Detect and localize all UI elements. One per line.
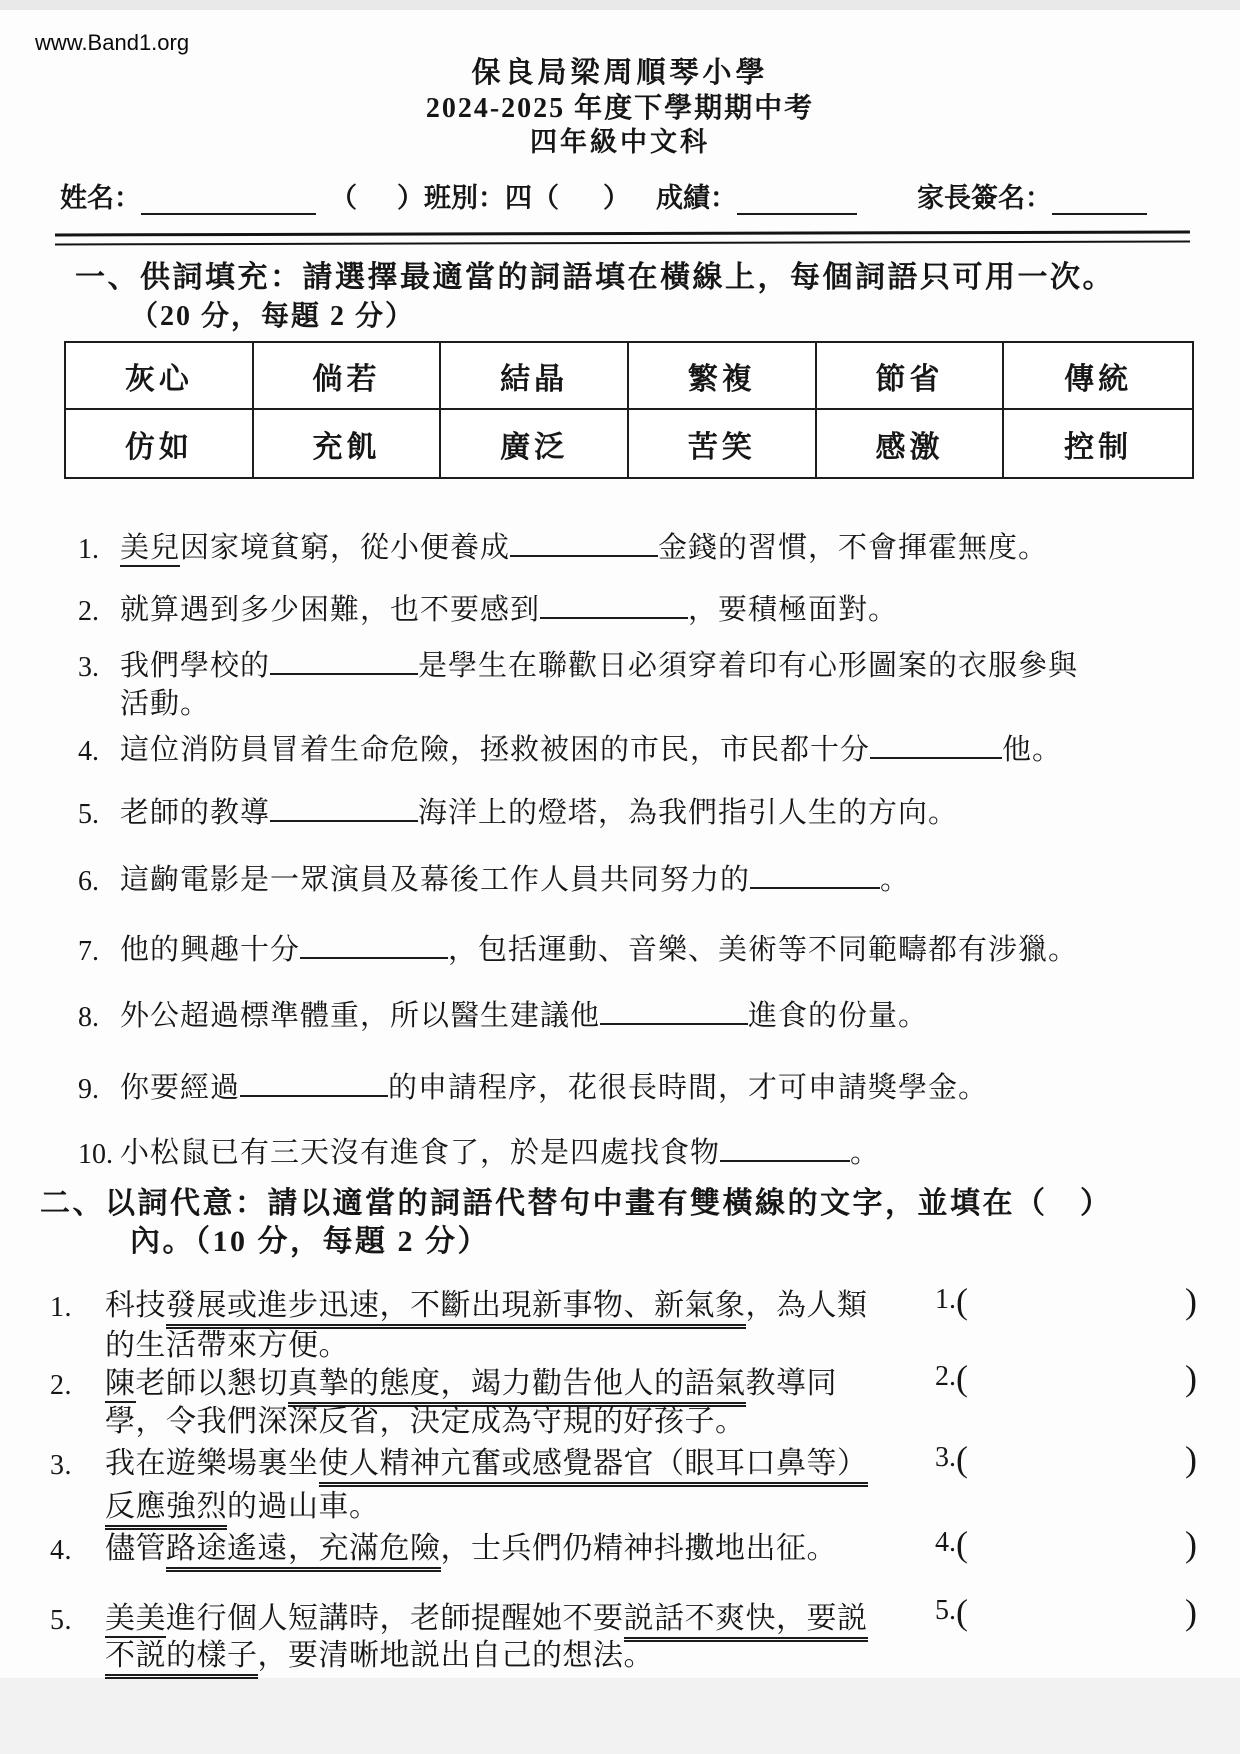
answer-blank[interactable] — [600, 991, 748, 1025]
text-segment: ，為人類 — [745, 1289, 868, 1322]
double-underlined-phrase: 説話不爽快，要説 — [624, 1602, 868, 1642]
class-paren-open: （ — [330, 183, 357, 213]
open-paren: ( — [956, 1524, 968, 1564]
scan-edge-bottom — [0, 1678, 1240, 1754]
question-text: 。 — [880, 864, 911, 896]
word-bank-cell: 控制 — [1064, 430, 1133, 464]
word-bank-cell: 廣泛 — [441, 410, 629, 477]
word-bank-cell: 結晶 — [441, 343, 629, 410]
question-number: 1. — [78, 534, 99, 565]
class-paren-close: ） — [397, 183, 424, 213]
answer-blank[interactable] — [270, 641, 418, 675]
s2-question-1 — [50, 1280, 868, 1324]
underlined-name: 美兒 — [120, 532, 180, 567]
answer-number: 2. — [935, 1361, 956, 1392]
question-text — [105, 1438, 868, 1482]
s1-question-7 — [78, 925, 1078, 968]
s1-question-2 — [78, 585, 898, 628]
s1-question-3 — [78, 641, 1078, 684]
close-paren: ) — [1185, 1281, 1197, 1321]
text-segment: 儘管 — [105, 1532, 166, 1565]
word-bank-cell: 感激 — [817, 410, 1005, 477]
question-text: 外公超過標準體重，所以醫生建議他 — [120, 1000, 601, 1032]
answer-blank[interactable] — [750, 855, 880, 889]
answer-number: 3. — [935, 1442, 956, 1473]
question-text: 他的興趣十分 — [120, 934, 301, 966]
exam-session-title: 2024-2025 年度下學期期中考 — [425, 93, 815, 124]
answer-slot-1[interactable] — [935, 1281, 1197, 1321]
question-number: 2. — [78, 596, 99, 627]
word-bank-cell: 節省 — [817, 343, 1005, 410]
question-number: 10. — [78, 1139, 113, 1170]
question-number: 4. — [78, 736, 99, 767]
s2-question-2-line2 — [105, 1396, 746, 1440]
text-segment: 學，令我們深深反省，決定成為守規的好孩子。 — [105, 1405, 746, 1438]
question-number: 3. — [78, 652, 99, 683]
open-paren: ( — [956, 1592, 968, 1632]
answer-blank[interactable] — [300, 925, 448, 959]
s1-question-10 — [78, 1128, 880, 1171]
question-text: 老師的教導 — [120, 797, 271, 829]
answer-blank[interactable] — [870, 725, 1002, 759]
section1-score-note: （20 分，每題 2 分） — [130, 301, 416, 332]
question-text: 你要經過 — [120, 1072, 241, 1104]
question-text: 我們學校的 — [120, 650, 271, 682]
question-number: 2. — [50, 1370, 72, 1401]
answer-slot-4[interactable] — [935, 1524, 1197, 1564]
text-segment: 老師以懇切 — [135, 1367, 288, 1400]
question-number: 8. — [78, 1002, 99, 1033]
question-text: 這齣電影是一眾演員及幕後工作人員共同努力的 — [120, 864, 751, 896]
question-text: 。 — [850, 1137, 881, 1169]
underlined-name: 陳 — [105, 1367, 136, 1403]
school-name: 保良局梁周順琴小學 — [471, 57, 769, 89]
open-paren: ( — [956, 1358, 968, 1398]
answer-number: 1. — [935, 1284, 956, 1315]
class-paren2-open: （ — [532, 183, 559, 213]
text-segment: 教導同 — [745, 1367, 837, 1400]
question-number: 5. — [78, 799, 99, 830]
text-segment: 的生活帶來方便。 — [105, 1329, 349, 1362]
section-divider-rule — [55, 231, 1190, 246]
double-underlined-phrase: 使人精神亢奮或感覺器官（眼耳口鼻等） — [319, 1447, 868, 1487]
section1-heading: 一、供詞填充：請選擇最適當的詞語填在橫線上，每個詞語只可用一次。 — [75, 261, 1115, 294]
double-underlined-phrase: 發展或進步迅速，不斷出現新事物、新氣象 — [166, 1289, 746, 1329]
open-paren: ( — [956, 1281, 968, 1321]
word-bank-cell: 繁複 — [629, 343, 817, 410]
s1-question-3-line2: 活動。 — [120, 688, 211, 720]
double-underlined-phrase: 路途遙遠，充滿危險 — [166, 1532, 441, 1572]
question-text: 他。 — [1002, 734, 1063, 766]
close-paren: ) — [1185, 1524, 1197, 1564]
question-text: 就算遇到多少困難，也不要感到 — [120, 594, 541, 626]
question-text: ，要積極面對。 — [688, 594, 899, 626]
question-text: ，包括運動、音樂、美術等不同範疇都有涉獵。 — [448, 934, 1079, 966]
question-text: 進食的份量。 — [748, 1000, 929, 1032]
question-number: 3. — [50, 1450, 72, 1481]
name-blank[interactable] — [141, 183, 316, 215]
answer-blank[interactable] — [720, 1128, 850, 1162]
word-bank-cell: 倘若 — [254, 343, 442, 410]
section2-heading-line1: 二、以詞代意：請以適當的詞語代替句中畫有雙橫線的文字，並填在（ ） — [40, 1187, 1113, 1220]
question-text — [105, 1523, 837, 1567]
question-number: 6. — [78, 866, 99, 897]
parent-sign-blank[interactable] — [1052, 183, 1147, 215]
s1-question-4 — [78, 725, 1062, 768]
parent-sign-label: 家長簽名： — [917, 183, 1052, 213]
question-text: 小松鼠已有三天沒有進食了，於是四處找食物 — [120, 1137, 721, 1169]
class-paren2-close: ） — [603, 183, 630, 213]
section2-heading-line2: 內。（10 分，每題 2 分） — [130, 1225, 490, 1258]
question-text: 的申請程序，花很長時間，才可申請獎學金。 — [388, 1072, 989, 1104]
text-segment: 科技 — [105, 1289, 166, 1322]
answer-number: 4. — [935, 1527, 956, 1558]
answer-slot-3[interactable] — [935, 1439, 1197, 1479]
close-paren: ) — [1185, 1358, 1197, 1398]
double-underlined-phrase: 反應強烈 — [105, 1490, 227, 1530]
answer-number: 5. — [935, 1595, 956, 1626]
score-blank[interactable] — [737, 183, 857, 215]
question-number: 4. — [50, 1535, 72, 1566]
question-text: 是學生在聯歡日必須穿着印有心形圖案的衣服參與 — [418, 650, 1079, 682]
s1-question-1 — [78, 523, 1048, 566]
word-bank-cell: 傳統 — [1004, 343, 1192, 410]
double-underlined-phrase: 真摯的態度，竭力勸告他人的語氣 — [288, 1367, 746, 1407]
question-text: 因家境貧窮，從小便養成 — [180, 532, 511, 564]
question-text: 金錢的習慣，不會揮霍無度。 — [658, 532, 1049, 564]
text-segment: 的過山車。 — [227, 1490, 380, 1523]
word-bank-cell: 灰心 — [66, 343, 254, 410]
s2-question-3-line2 — [105, 1481, 380, 1525]
double-underlined-phrase: 不説的樣子 — [105, 1639, 258, 1679]
s2-question-4 — [50, 1523, 837, 1567]
answer-blank[interactable] — [510, 523, 658, 557]
answer-blank[interactable] — [240, 1063, 388, 1097]
question-text: 這位消防員冒着生命危險，拯救被困的市民，市民都十分 — [120, 734, 871, 766]
s2-question-3 — [50, 1438, 868, 1482]
s1-question-5 — [78, 788, 958, 831]
question-text — [105, 1280, 868, 1324]
text-segment: 進行個人短講時，老師提醒她不要 — [166, 1602, 624, 1635]
scan-edge-top — [0, 0, 1240, 10]
open-paren: ( — [956, 1439, 968, 1479]
s1-question-6 — [78, 855, 910, 898]
exam-subject: 四年級中文科 — [530, 127, 710, 157]
s1-question-8 — [78, 991, 928, 1034]
word-bank-cell: 充飢 — [254, 410, 442, 477]
question-text: 海洋上的燈塔，為我們指引人生的方向。 — [418, 797, 959, 829]
text-segment: ，士兵們仍精神抖擻地出征。 — [440, 1532, 837, 1565]
question-number: 7. — [78, 936, 99, 967]
watermark: www.Band1.org — [35, 30, 190, 55]
answer-slot-2[interactable] — [935, 1358, 1197, 1398]
s1-question-9 — [78, 1063, 988, 1106]
word-bank-table — [64, 341, 1194, 479]
question-number: 9. — [78, 1074, 99, 1105]
name-label: 姓名： — [60, 183, 141, 213]
class-label: 班別：四 — [424, 183, 532, 213]
close-paren: ) — [1185, 1592, 1197, 1632]
text-segment: ，要清晰地説出自己的想法。 — [257, 1639, 654, 1672]
word-bank-cell: 仿如 — [66, 410, 254, 477]
s2-question-5-line2 — [105, 1630, 654, 1674]
close-paren: ) — [1185, 1439, 1197, 1479]
text-segment: 我在遊樂場裏坐 — [105, 1447, 319, 1480]
question-number: 1. — [50, 1292, 72, 1323]
word-bank-cell: 苦笑 — [629, 410, 817, 477]
answer-blank[interactable] — [270, 788, 418, 822]
answer-blank[interactable] — [540, 585, 688, 619]
score-label: 成績： — [656, 183, 737, 213]
underlined-name: 美美 — [105, 1602, 166, 1638]
answer-slot-5[interactable] — [935, 1592, 1197, 1632]
question-number: 5. — [50, 1605, 72, 1636]
student-info-row — [60, 176, 1190, 215]
